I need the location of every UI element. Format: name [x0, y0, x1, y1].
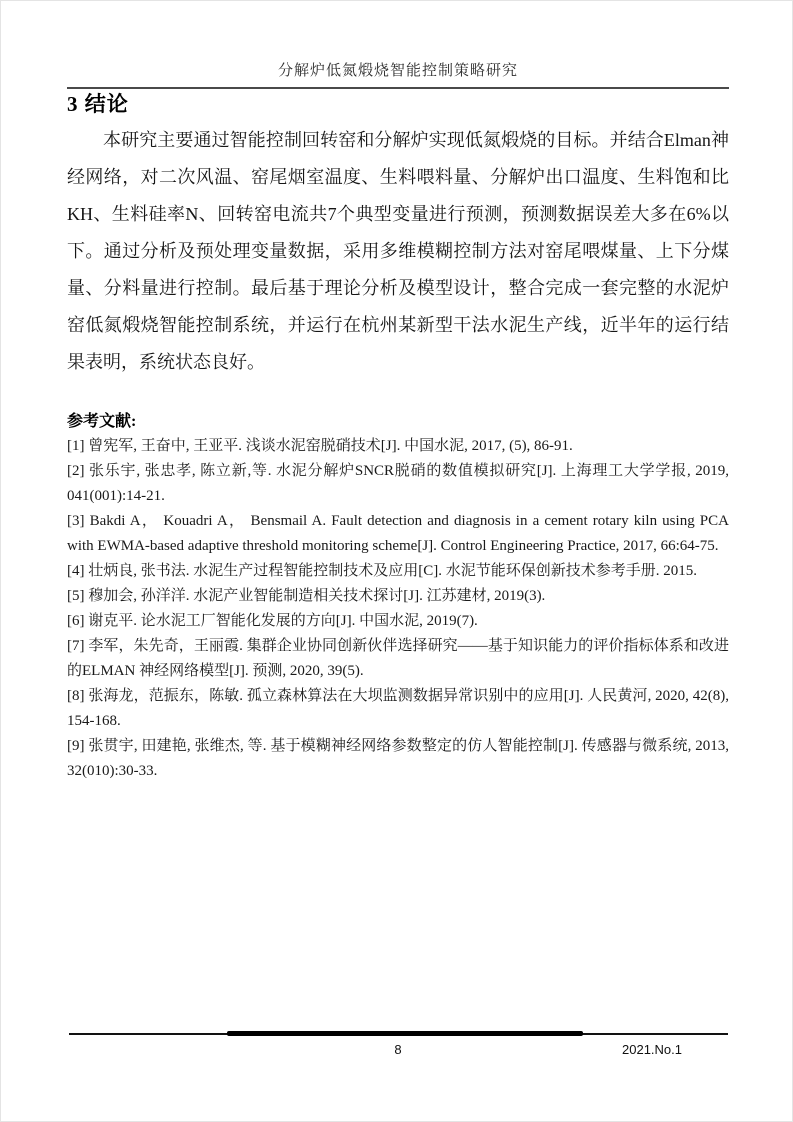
reference-item: [9] 张贯宇, 田建艳, 张维杰, 等. 基于模糊神经网络参数整定的仿人智能控制[J]. 传感器与微系统, 2013, 32(010):30-33. [67, 738, 729, 779]
reference-item: [1] 曾宪军, 王奋中, 王亚平. 浅谈水泥窑脱硝技术[J]. 中国水泥, 2017, (5), 86-91. [67, 438, 573, 454]
issue-label: 2021.No.1 [622, 1042, 682, 1057]
conclusion-paragraph: 本研究主要通过智能控制回转窑和分解炉实现低氮煅烧的目标。并结合Elman神经网络，对二次风温、窑尾烟室温度、生料喂料量、分解炉出口温度、生料饱和比KH、生料硅率N、回转窑电流共7个典型变量进行预测，预测数据误差大多在6%以下。通过分析及预处理变量数据，采用多维模糊控制方法对窑尾喂煤量、上下分煤量、分料量进行控制。最后基于理论分析及模型设计，整合完成一套完整的水泥炉窑低氮煅烧智能控制系统，并运行在杭州某新型干法水泥生产线，近半年的运行结果表明，系统状态良好。 [67, 130, 729, 372]
reference-item: [8] 张海龙，范振东，陈敏. 孤立森林算法在大坝监测数据异常识别中的应用[J]. 人民黄河, 2020, 42(8), 154-168. [67, 688, 729, 729]
references-heading: 参考文献: [67, 413, 137, 430]
section-heading: 3 结论 [67, 92, 129, 116]
reference-item: [7] 李军，朱先奇，王丽霞. 集群企业协同创新伙伴选择研究——基于知识能力的评价指标体系和改进的ELMAN 神经网络模型[J]. 预测, 2020, 39(5). [67, 638, 729, 679]
page-number: 8 [394, 1042, 402, 1057]
reference-item: [4] 壮炳良, 张书法. 水泥生产过程智能控制技术及应用[C]. 水泥节能环保创新技术参考手册. 2015. [67, 563, 697, 579]
running-head [67, 59, 729, 89]
reference-item: [5] 穆加会, 孙洋洋. 水泥产业智能制造相关技术探讨[J]. 江苏建材, 2019(3). [67, 588, 546, 604]
reference-item: [3] Bakdi A， Kouadri A， Bensmail A. Fault detection and diagnosis in a cement rotary kiln using PCA with EWMA-based adaptive threshold monitoring scheme[J]. Control Engineering Practice, 2017, 66:64-75. [67, 513, 729, 554]
references-list [67, 434, 729, 784]
reference-item: [6] 谢克平. 论水泥工厂智能化发展的方向[J]. 中国水泥, 2019(7). [67, 613, 478, 629]
running-head-title: 分解炉低氮煅烧智能控制策略研究 [277, 63, 518, 79]
reference-item: [2] 张乐宇, 张忠孝, 陈立新,等. 水泥分解炉SNCR脱硝的数值模拟研究[J]. 上海理工大学学报, 2019, 041(001):14-21. [67, 463, 729, 504]
footer-divider [69, 1033, 728, 1035]
